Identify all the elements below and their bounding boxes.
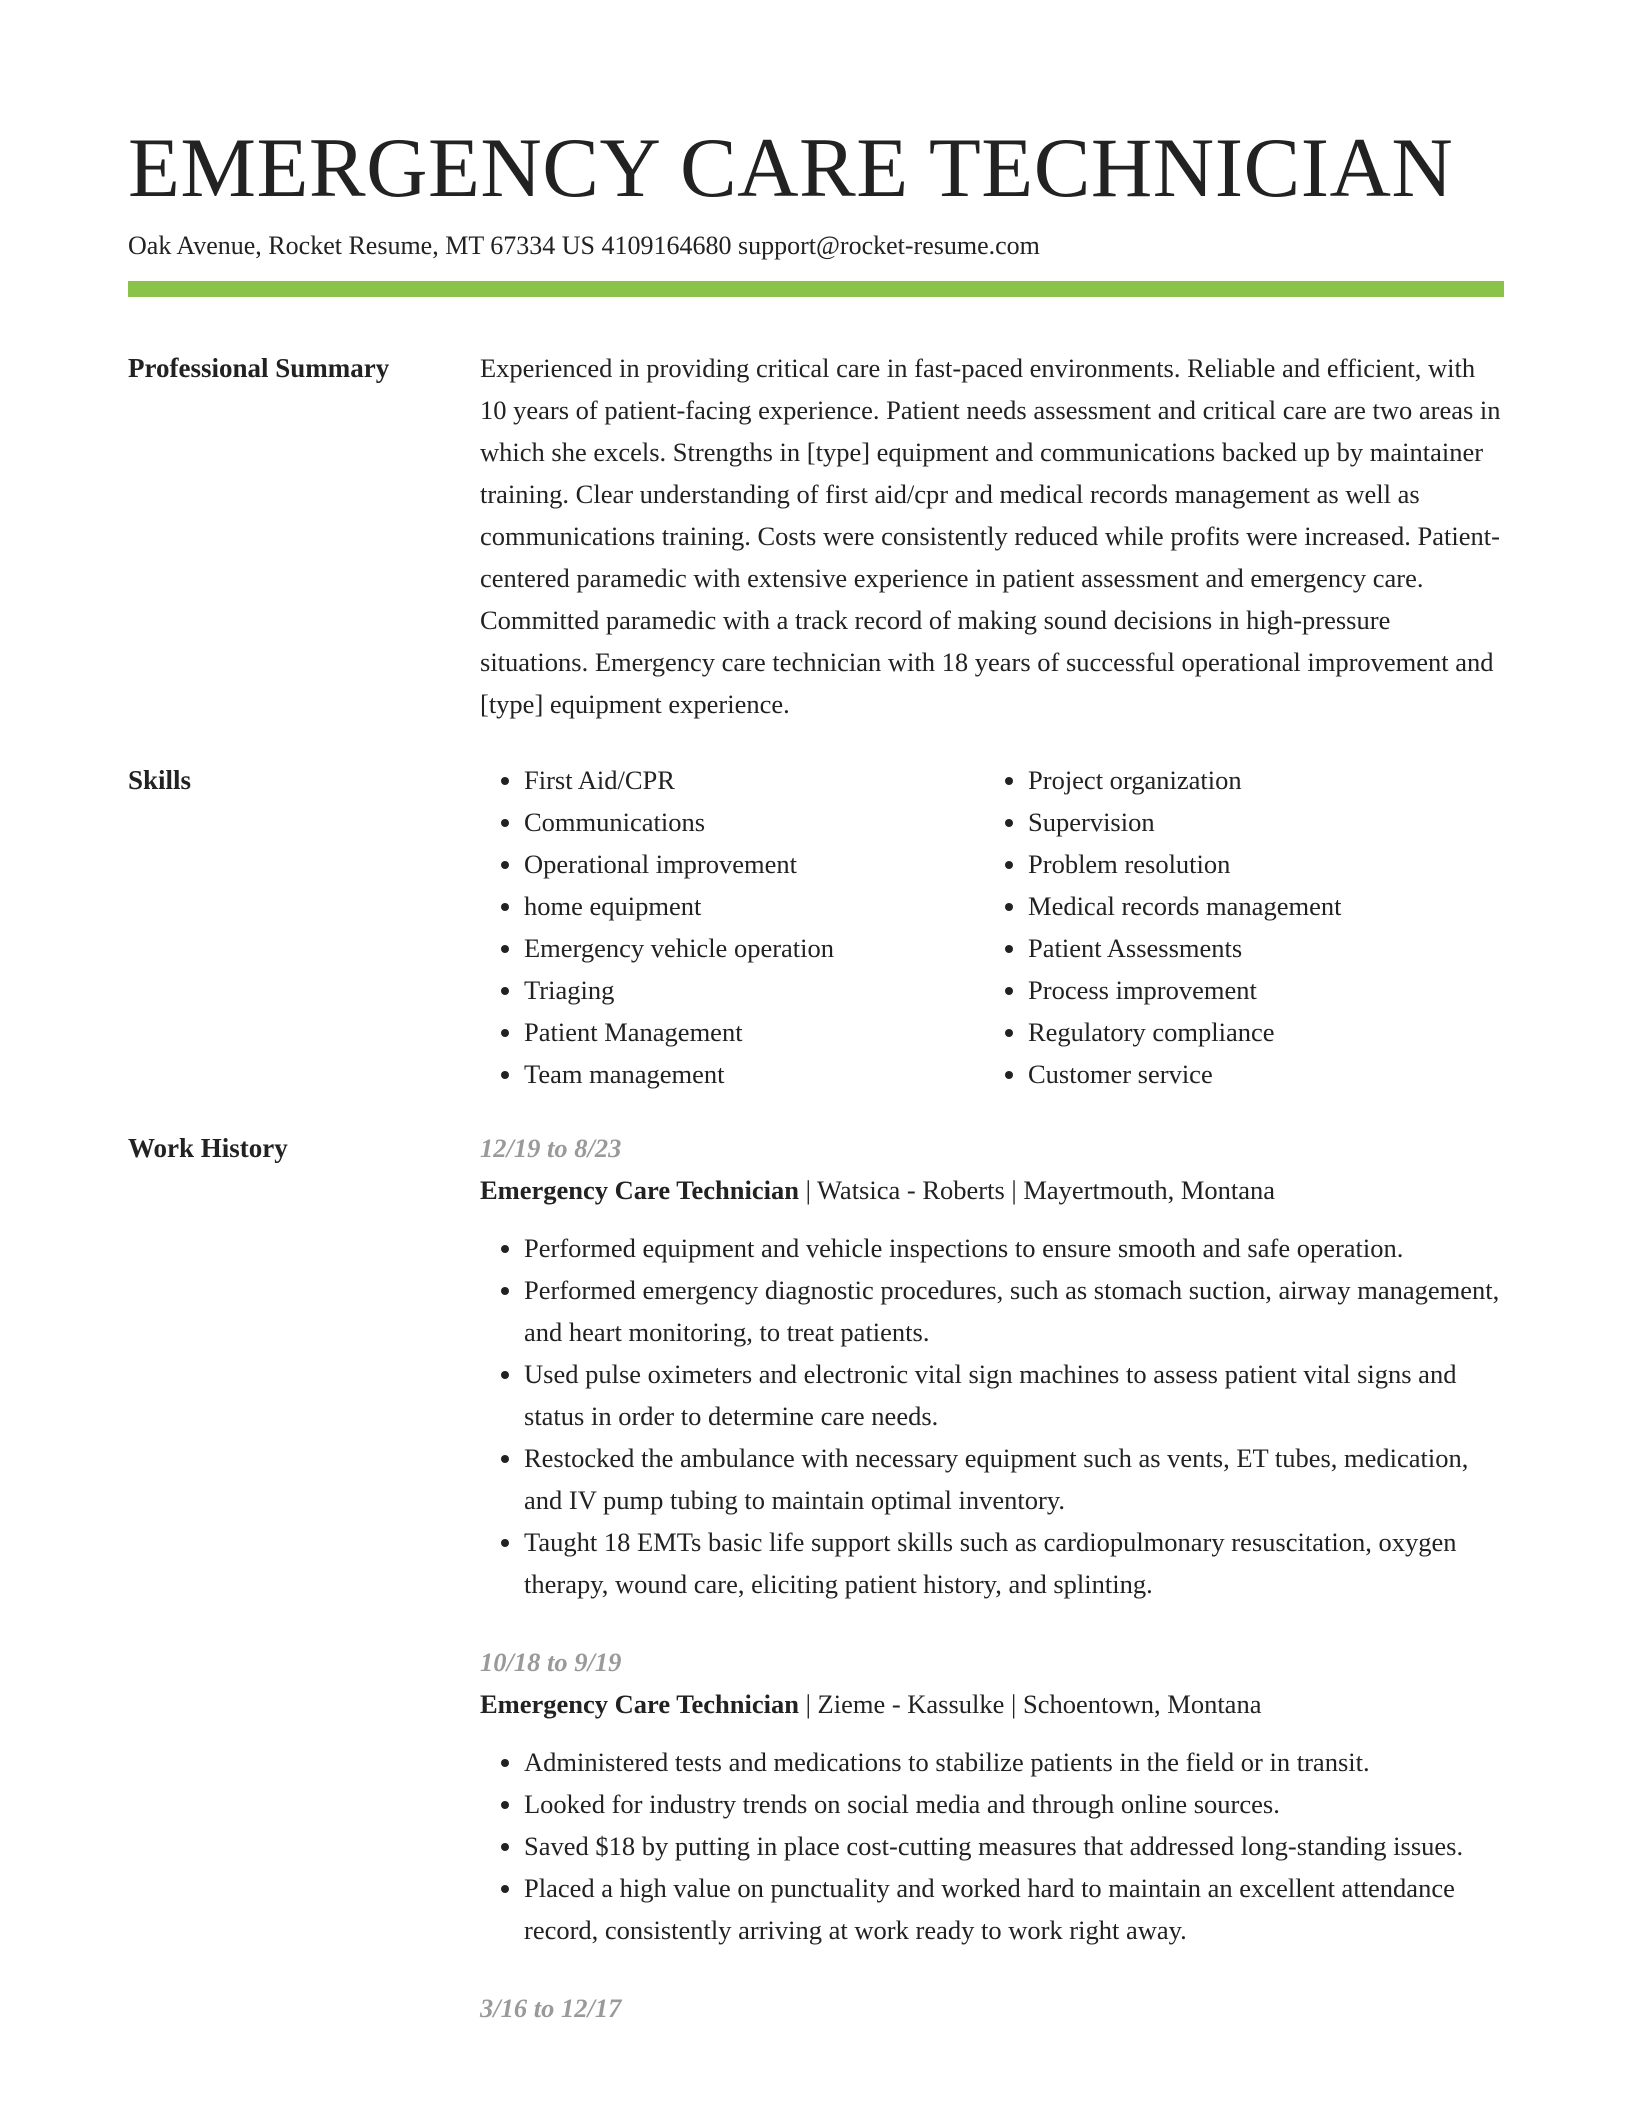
work-history-section [128, 1127, 1504, 2065]
job-bullets [480, 1741, 1504, 1951]
job-bullet: • Placed a high value on punctuality and worked hard to maintain an excellent attendance record, consistently arriving at work ready to work right away. [524, 1867, 1504, 1951]
skill-item: • home equipment [524, 885, 984, 927]
skills-list-left [480, 759, 984, 1095]
job-header [480, 1683, 1504, 1725]
skill-item: • Project organization [1028, 759, 1488, 801]
section-label-summary: Professional Summary [128, 353, 390, 383]
skill-item: • Operational improvement [524, 843, 984, 885]
header-divider [128, 281, 1504, 297]
skills-list-right [984, 759, 1488, 1095]
job-bullet: • Looked for industry trends on social media and through online sources. [524, 1783, 1504, 1825]
resume-title: EMERGENCY CARE TECHNICIAN [128, 121, 1454, 215]
job-entry [480, 1641, 1504, 1951]
skills-columns [480, 759, 1504, 1095]
job-details: | Zieme - Kassulke | Schoentown, Montana [798, 1689, 1262, 1719]
job-entry [480, 1127, 1504, 1605]
skill-item: • Emergency vehicle operation [524, 927, 984, 969]
section-label-work: Work History [128, 1133, 288, 1163]
contact-line [128, 228, 1504, 264]
skill-item: • Patient Assessments [1028, 927, 1488, 969]
skills-section [128, 759, 1504, 1095]
professional-summary-section [128, 347, 1504, 725]
job-bullet: • Performed equipment and vehicle inspections to ensure smooth and safe operation. [524, 1227, 1504, 1269]
summary-text: Experienced in providing critical care in fast-paced environments. Reliable and efficient, with 10 years of patient-facing experience. Patient needs assessment and critical care are two areas in which she excels. Strengths in [type] equipment and communications backed up by maintainer training. Clear understanding of first aid/cpr and medical records management as well as communications training. Costs were consistently reduced while profits were increased. Patient-centered paramedic with extensive experience in patient assessment and emergency care. Committed paramedic with a track record of making sound decisions in high-pressure situations. Emergency care technician with 18 years of successful operational improvement and [type] equipment experience. [480, 353, 1501, 719]
contact-email: support@rocket-resume.com [737, 231, 1040, 260]
job-dates: 10/18 to 9/19 [480, 1647, 622, 1677]
skill-item: • Supervision [1028, 801, 1488, 843]
job-bullets [480, 1227, 1504, 1605]
job-dates: 12/19 to 8/23 [480, 1133, 622, 1163]
skill-item: • Triaging [524, 969, 984, 1011]
skill-item: • Regulatory compliance [1028, 1011, 1488, 1053]
job-bullet: • Administered tests and medications to stabilize patients in the field or in transit. [524, 1741, 1504, 1783]
contact-phone: 4109164680 [601, 231, 732, 260]
job-header [480, 1169, 1504, 1211]
job-bullet: • Restocked the ambulance with necessary equipment such as vents, ET tubes, medication, and IV pump tubing to maintain optimal inventory. [524, 1437, 1504, 1521]
job-details: | Watsica - Roberts | Mayertmouth, Montana [798, 1175, 1276, 1205]
skill-item: • Patient Management [524, 1011, 984, 1053]
contact-address: Oak Avenue, Rocket Resume, MT 67334 US [128, 231, 595, 260]
skill-item: • Medical records management [1028, 885, 1488, 927]
job-title: Emergency Care Technician [480, 1689, 799, 1719]
job-bullet: • Saved $18 by putting in place cost-cutting measures that addressed long-standing issues. [524, 1825, 1504, 1867]
job-entry [480, 1987, 1504, 2029]
skill-item: • Customer service [1028, 1053, 1488, 1095]
skill-item: • Process improvement [1028, 969, 1488, 1011]
skill-item: • Problem resolution [1028, 843, 1488, 885]
job-bullet: • Taught 18 EMTs basic life support skills such as cardiopulmonary resuscitation, oxygen therapy, wound care, eliciting patient history, and splinting. [524, 1521, 1504, 1605]
job-bullet: • Performed emergency diagnostic procedures, such as stomach suction, airway management, and heart monitoring, to treat patients. [524, 1269, 1504, 1353]
job-bullet: • Used pulse oximeters and electronic vital sign machines to assess patient vital signs and status in order to determine care needs. [524, 1353, 1504, 1437]
skill-item: • Communications [524, 801, 984, 843]
section-label-skills: Skills [128, 765, 192, 795]
resume-page [128, 118, 1504, 2065]
job-dates: 3/16 to 12/17 [480, 1993, 622, 2023]
skill-item: • Team management [524, 1053, 984, 1095]
job-title: Emergency Care Technician [480, 1175, 799, 1205]
skill-item: • First Aid/CPR [524, 759, 984, 801]
